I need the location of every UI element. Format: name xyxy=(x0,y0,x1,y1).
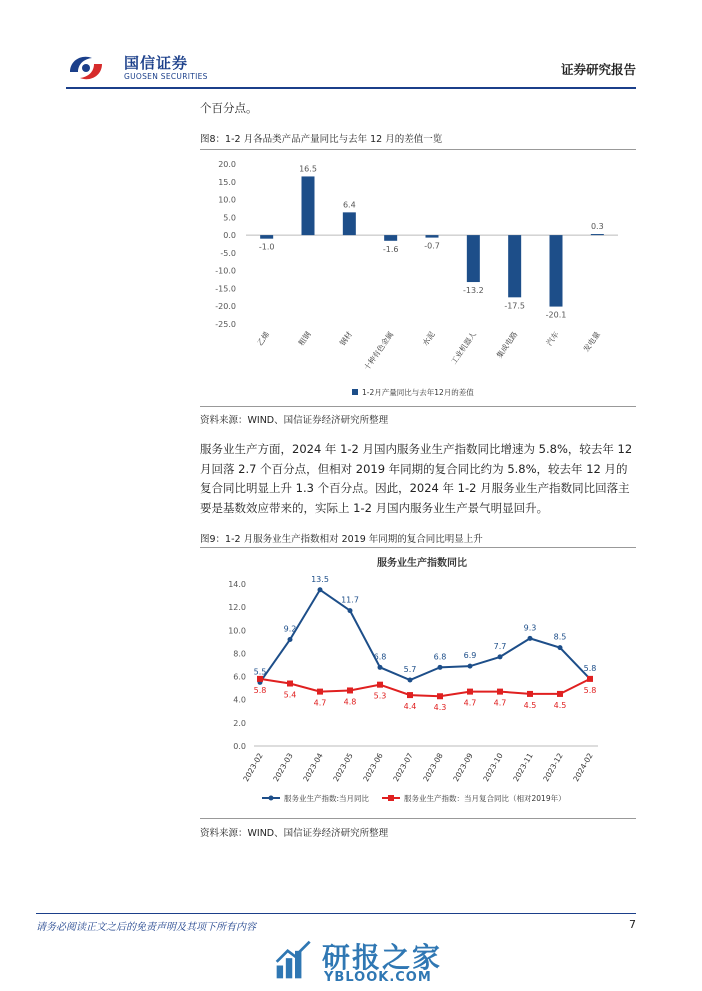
fig8-data-label: -17.5 xyxy=(504,301,526,311)
fig8-ytick-label: 10.0 xyxy=(218,195,236,205)
fig9-data-label-yoy: 9.2 xyxy=(283,624,297,634)
fig9-point-compound xyxy=(287,681,293,687)
fig8-ytick-label: 5.0 xyxy=(223,213,236,223)
fig9-line-chart xyxy=(200,550,636,816)
fig9-data-label-yoy: 5.5 xyxy=(253,667,267,677)
fig9-category-label: 2023-12 xyxy=(541,751,565,784)
fig8-legend-label: 1-2月产量同比与去年12月的差值 xyxy=(362,388,474,397)
fig9-point-yoy xyxy=(288,637,293,642)
fig8-bar xyxy=(550,235,563,306)
fig9-legend-compound-label: 服务业生产指数：当月复合同比（相对2019年） xyxy=(404,794,566,803)
fig9-data-label-yoy: 6.8 xyxy=(433,652,447,662)
fig8-top-rule xyxy=(200,149,636,150)
fig9-data-label-compound: 4.5 xyxy=(523,700,537,710)
fig8-bar xyxy=(426,235,439,237)
fig9-data-label-yoy: 7.7 xyxy=(493,641,507,651)
fig9-point-compound xyxy=(257,676,263,682)
fig8-title: 图8：1-2 月各品类产品产量同比与去年 12 月的差值一览 xyxy=(200,134,443,145)
fig8-category-label: 乙烯 xyxy=(255,329,272,348)
fig8-bar xyxy=(302,176,315,235)
intro-text: 个百分点。 xyxy=(200,101,258,115)
fig9-legend-yoy-marker xyxy=(269,796,274,801)
body-paragraph: 服务业生产方面，2024 年 1-2 月国内服务业生产指数同比增速为 5.8%，较去年 12 月回落 2.7 个百分点，但相对 2019 年同期的复合同比约为 5.8%，较去年 12 月的复合同比明显上升 1.3 个百分点。因此，2024 年 1-2 月服务业生产指数同比回落主要是基数效应带来的，实际上 1-2 月国内服务业生产景气明显回升。 xyxy=(200,442,633,515)
fig9-series-yoy-line xyxy=(260,590,590,683)
fig9-top-rule xyxy=(200,547,636,548)
fig8-bar xyxy=(260,235,273,239)
fig8-bar xyxy=(384,235,397,241)
footer-disclaimer: 请务必阅读正文之后的免责声明及其项下所有内容 xyxy=(36,922,256,933)
fig8-data-label: -1.0 xyxy=(258,242,275,252)
fig8-bottom-rule xyxy=(200,406,636,407)
fig9-category-label: 2023-10 xyxy=(481,751,505,784)
footer-divider xyxy=(36,913,636,914)
fig8-category-label: 集成电路 xyxy=(494,329,520,360)
fig9-point-yoy xyxy=(348,608,353,613)
fig9-data-label-compound: 4.3 xyxy=(433,703,447,713)
fig8-ytick-label: 20.0 xyxy=(218,160,236,169)
fig9-point-compound xyxy=(377,682,383,688)
fig8-ytick-label: 15.0 xyxy=(218,177,236,187)
fig9-ytick-label: 2.0 xyxy=(233,718,246,728)
fig8-category-label: 汽车 xyxy=(544,329,561,348)
fig9-data-label-yoy: 9.3 xyxy=(523,623,537,633)
fig9-category-label: 2023-05 xyxy=(331,751,355,784)
fig9-data-label-compound: 5.3 xyxy=(373,691,387,701)
watermark-logo-icon xyxy=(273,938,317,982)
fig9-data-label-compound: 4.7 xyxy=(313,698,327,708)
fig8-data-label: -20.1 xyxy=(545,310,567,320)
fig9-data-label-yoy: 13.5 xyxy=(311,574,329,584)
fig8-category-label: 钢材 xyxy=(337,329,354,348)
fig8-ytick-label: 0.0 xyxy=(223,231,236,241)
fig9-data-label-compound: 4.4 xyxy=(403,702,417,712)
fig8-bar xyxy=(591,234,604,235)
fig8-data-label: 16.5 xyxy=(299,164,317,174)
fig9-category-label: 2023-04 xyxy=(301,751,325,784)
fig8-bar xyxy=(343,212,356,235)
fig8-ytick-label: -5.0 xyxy=(220,248,236,258)
fig8-bar xyxy=(467,235,480,282)
fig9-data-label-yoy: 6.9 xyxy=(463,651,477,661)
fig8-source: 资料来源：WIND、国信证券经济研究所整理 xyxy=(200,415,389,426)
fig9-point-yoy xyxy=(438,665,443,670)
fig8-category-label: 十种有色金属 xyxy=(362,329,396,373)
fig9-bottom-rule xyxy=(200,818,636,819)
fig9-ytick-label: 4.0 xyxy=(233,695,246,705)
fig9-point-yoy xyxy=(378,665,383,670)
fig9-point-compound xyxy=(557,691,563,697)
fig9-category-label: 2023-09 xyxy=(451,751,475,784)
fig9-point-yoy xyxy=(528,636,533,641)
fig9-point-compound xyxy=(317,689,323,695)
fig9-ytick-label: 14.0 xyxy=(228,580,246,589)
fig8-category-label: 工业机器人 xyxy=(449,329,478,366)
fig8-category-label: 水泥 xyxy=(420,329,437,348)
fig8-legend-swatch xyxy=(352,389,358,395)
fig9-ytick-label: 6.0 xyxy=(233,672,246,682)
fig9-point-yoy xyxy=(498,654,503,659)
fig9-data-label-yoy: 5.7 xyxy=(403,665,417,675)
fig9-legend-compound-marker xyxy=(388,795,394,801)
watermark-text-cn: 研报之家 xyxy=(322,941,443,974)
fig9-point-compound xyxy=(407,692,413,698)
fig9-category-label: 2023-02 xyxy=(241,751,265,784)
fig9-point-yoy xyxy=(408,678,413,683)
fig8-data-label: -1.6 xyxy=(382,244,399,254)
fig9-category-label: 2023-06 xyxy=(361,751,385,784)
company-name-en: GUOSEN SECURITIES xyxy=(124,72,208,81)
fig8-ytick-label: -25.0 xyxy=(215,320,236,329)
fig9-chart-title: 服务业生产指数同比 xyxy=(377,558,467,569)
fig9-ytick-label: 12.0 xyxy=(228,603,246,613)
fig9-ytick-label: 8.0 xyxy=(233,649,246,659)
fig9-data-label-yoy: 11.7 xyxy=(341,595,359,605)
fig9-point-compound xyxy=(587,676,593,682)
fig9-data-label-compound: 5.8 xyxy=(253,685,267,695)
fig9-point-compound xyxy=(527,691,533,697)
fig9-point-compound xyxy=(437,693,443,699)
fig8-bar-chart xyxy=(200,152,636,404)
fig9-point-yoy xyxy=(468,664,473,669)
fig9-title: 图9：1-2 月服务业生产指数相对 2019 年同期的复合同比明显上升 xyxy=(200,534,483,545)
fig9-data-label-compound: 4.5 xyxy=(553,700,567,710)
fig9-category-label: 2023-03 xyxy=(271,751,295,784)
fig9-data-label-yoy: 8.5 xyxy=(553,632,567,642)
fig8-category-label: 发电量 xyxy=(581,329,602,354)
fig9-ytick-label: 10.0 xyxy=(228,626,246,636)
fig9-source: 资料来源：WIND、国信证券经济研究所整理 xyxy=(200,828,389,839)
fig9-data-label-compound: 4.7 xyxy=(463,698,477,708)
fig9-category-label: 2023-11 xyxy=(511,751,535,784)
fig9-data-label-compound: 4.7 xyxy=(493,698,507,708)
report-type: 证券研究报告 xyxy=(560,62,636,77)
fig9-data-label-compound: 4.8 xyxy=(343,697,357,707)
fig9-point-compound xyxy=(347,687,353,693)
fig9-ytick-label: 0.0 xyxy=(233,742,246,751)
fig8-data-label: -13.2 xyxy=(462,286,484,296)
fig8-data-label: 0.3 xyxy=(590,222,604,232)
page-number: 7 xyxy=(629,918,636,931)
fig8-data-label: 6.4 xyxy=(342,200,356,210)
header-divider xyxy=(66,87,636,89)
fig9-point-compound xyxy=(467,689,473,695)
fig8-category-label: 粗钢 xyxy=(296,329,313,348)
fig9-data-label-compound: 5.4 xyxy=(283,690,297,700)
guosen-logo-icon xyxy=(66,50,106,86)
fig8-data-label: -0.7 xyxy=(424,241,440,251)
fig9-data-label-yoy: 5.8 xyxy=(583,663,597,673)
fig9-category-label: 2023-08 xyxy=(421,751,445,784)
fig9-category-label: 2023-07 xyxy=(391,751,415,784)
fig9-legend-yoy-label: 服务业生产指数:当月同比 xyxy=(284,794,370,803)
watermark-text-en: YBLOOK.COM xyxy=(324,970,432,985)
fig8-ytick-label: -20.0 xyxy=(215,302,236,312)
fig9-point-compound xyxy=(497,689,503,695)
company-name-cn: 国信证券 xyxy=(124,54,189,72)
fig9-series-compound-line xyxy=(260,679,590,696)
fig8-ytick-label: -10.0 xyxy=(215,266,236,276)
fig8-ytick-label: -15.0 xyxy=(215,284,236,294)
fig9-data-label-yoy: 6.8 xyxy=(373,652,387,662)
fig9-point-yoy xyxy=(318,587,323,592)
fig9-point-yoy xyxy=(558,645,563,650)
fig8-bar xyxy=(508,235,521,297)
fig9-data-label-compound: 5.8 xyxy=(583,685,597,695)
fig9-category-label: 2024-02 xyxy=(571,751,595,784)
